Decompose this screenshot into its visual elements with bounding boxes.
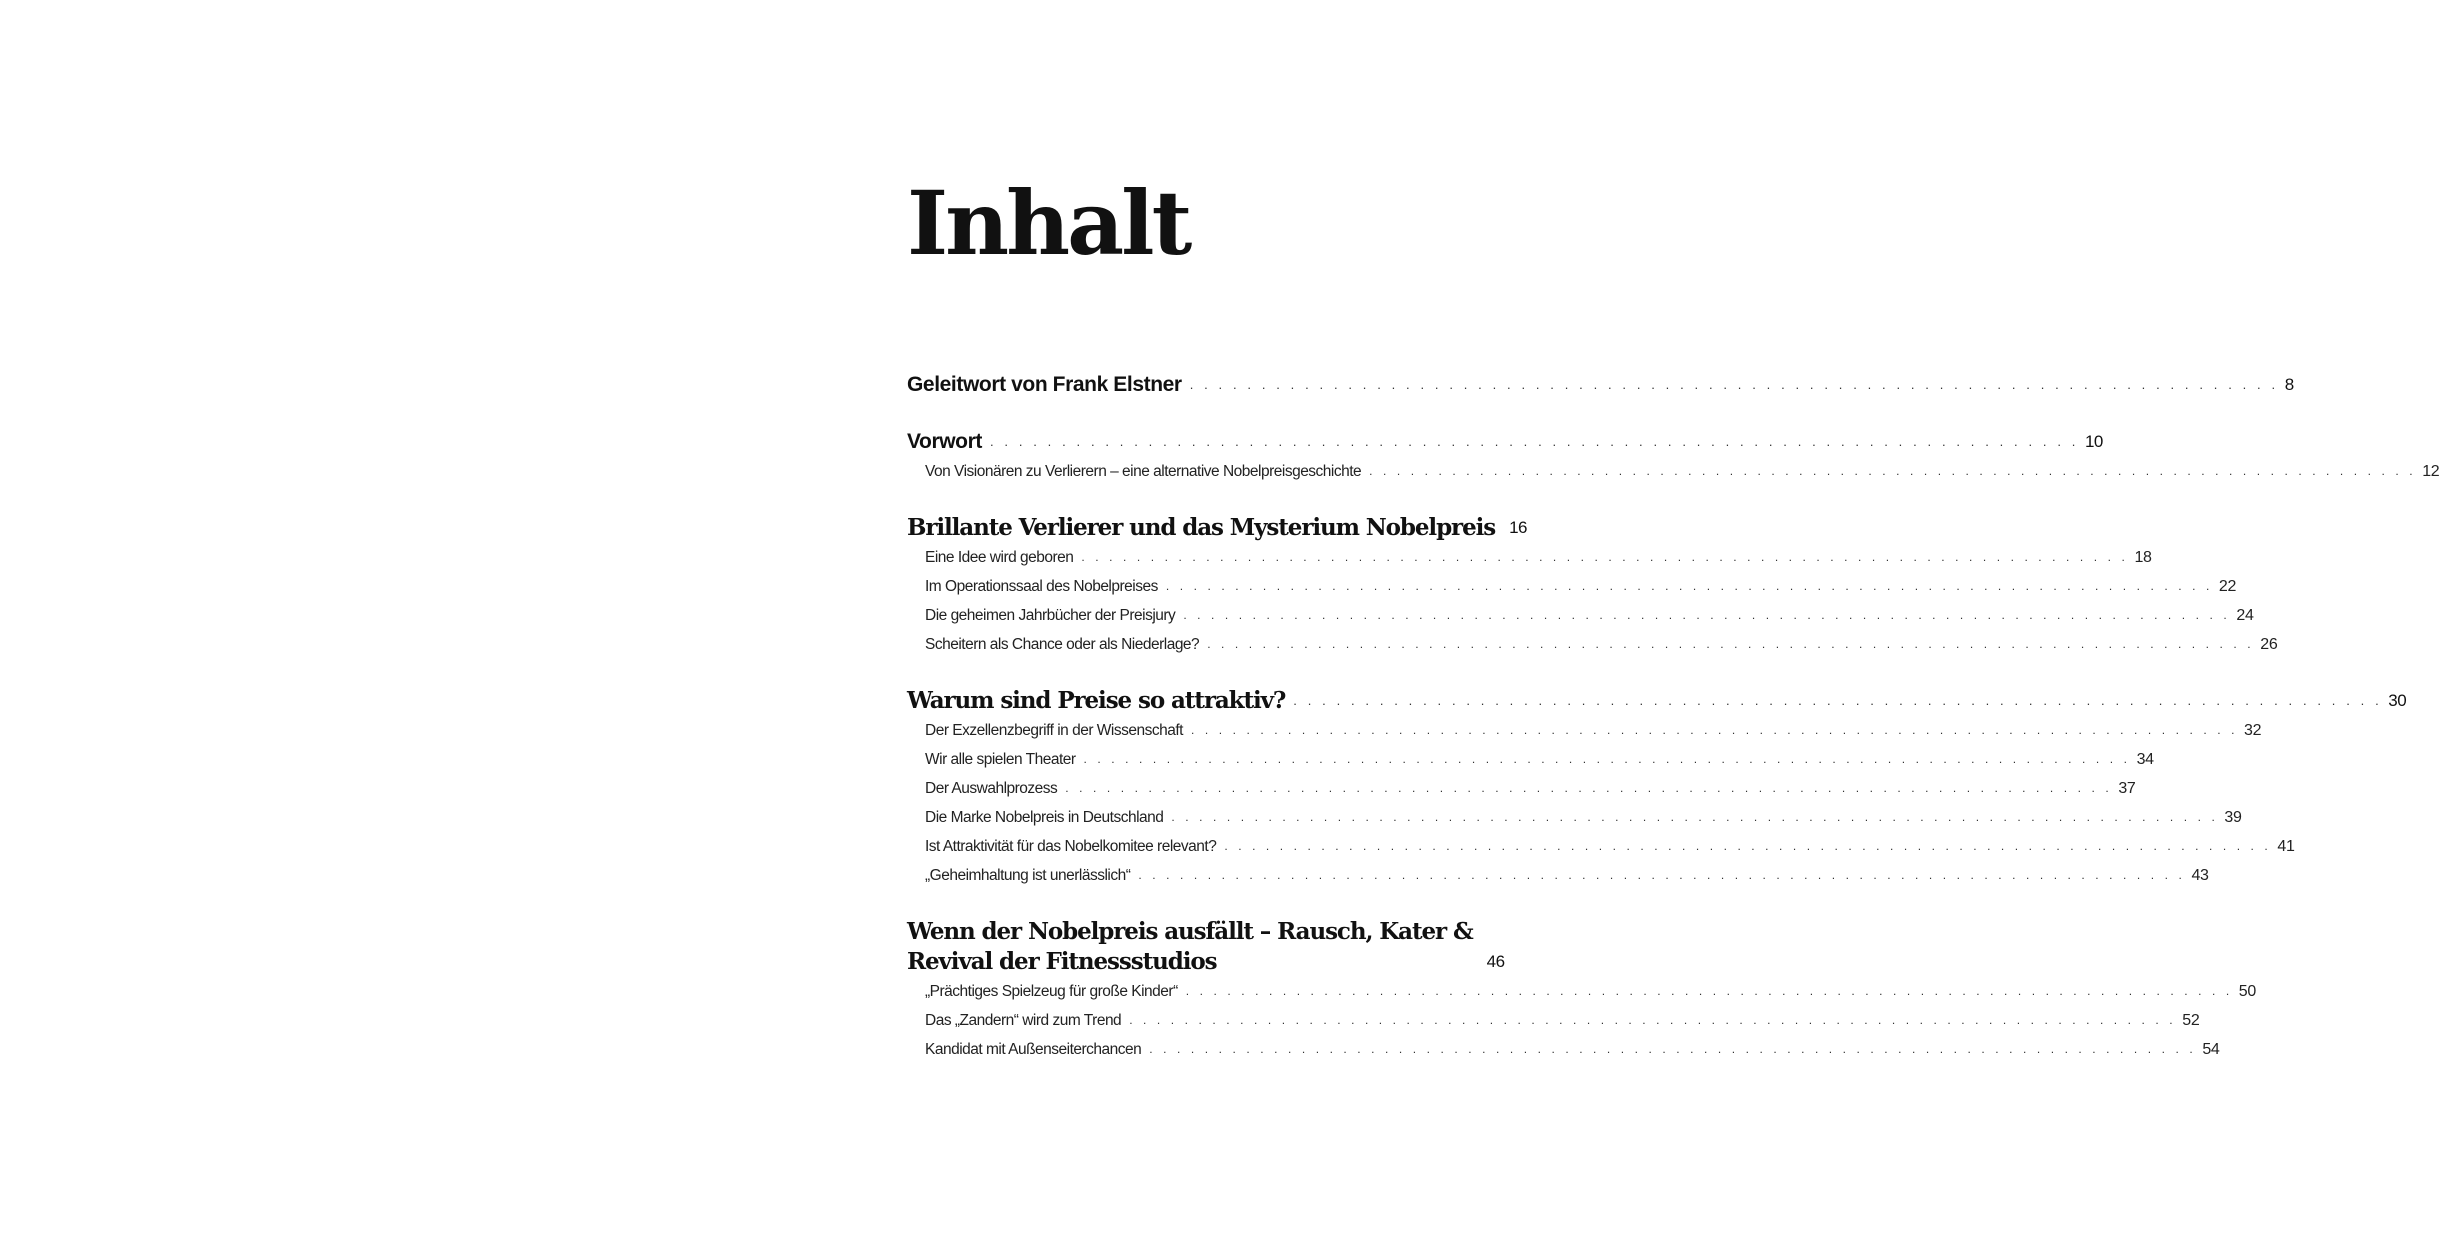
toc-subentry[interactable]: [907, 716, 2262, 745]
toc-subentry-title: Ist Attraktivität für das Nobelkomitee relevant?: [925, 838, 1217, 855]
toc-subentry[interactable]: [907, 977, 2256, 1006]
dot-leader: . . . . . . . . . . . . . . . . . . . . . . . . . . . . . . . . . . . . . . . . . . . . . . . . . . . . . . . . . . . . . . . . . . . . . . . . . . . .: [1138, 868, 2186, 882]
toc-subentry-title: Der Exzellenzbegriff in der Wissenschaft: [925, 722, 1183, 739]
toc-entry-geleitwort[interactable]: [907, 370, 2294, 400]
dot-leader: . . . . . . . . . . . . . . . . . . . . . . . . . . . . . . . . . . . . . . . . . . . . . . . . . . . . . . . . . . . . . . . . . . . . . . . . . . . .: [1083, 752, 2131, 766]
toc-subentry[interactable]: [907, 861, 2209, 890]
toc-subentry[interactable]: [907, 457, 2439, 486]
toc-subentry-title: Die Marke Nobelpreis in Deutschland: [925, 809, 1164, 826]
toc-subentry-title: Eine Idee wird geboren: [925, 549, 1074, 566]
toc-subentry[interactable]: [907, 1006, 2200, 1035]
toc-subentry[interactable]: [907, 745, 2154, 774]
toc-entry-title: Vorwort: [907, 430, 982, 453]
toc-chapter-title: [907, 917, 1473, 977]
toc-page-number: 16: [1509, 518, 1528, 537]
toc-chapter-title: Brillante Verlierer und das Mysterium Nobelpreis: [907, 514, 1496, 541]
toc-chapter-warum-preise[interactable]: [907, 686, 2407, 716]
toc-subentry[interactable]: [907, 572, 2237, 601]
toc-subentry-title: Das „Zandern“ wird zum Trend: [925, 1012, 1122, 1029]
dot-leader: . . . . . . . . . . . . . . . . . . . . . . . . . . . . . . . . . . . . . . . . . . . . . . . . . . . . . . . . . . . . . . . . . . . . . . . . . . . .: [1207, 637, 2255, 651]
toc-page-number: 22: [2218, 578, 2237, 595]
toc-chapter-title-line1: Wenn der Nobelpreis ausfällt – Rausch, Kater &: [907, 918, 1473, 945]
dot-leader: . . . . . . . . . . . . . . . . . . . . . . . . . . . . . . . . . . . . . . . . . . . . . . . . . . . . . . . . . . . . . . . . . . . . . . . . . . . .: [989, 434, 2079, 449]
toc-chapter-wenn-nobelpreis-ausfaellt[interactable]: [907, 917, 1505, 977]
toc-page-number: 18: [2134, 549, 2152, 566]
toc-subentry[interactable]: [907, 803, 2242, 832]
toc-page-number: 46: [1486, 952, 1505, 971]
toc-subentry-title: Die geheimen Jahrbücher der Preisjury: [925, 607, 1176, 624]
toc-subentry-title: Im Operationssaal des Nobelpreises: [925, 578, 1158, 595]
toc-subentry-title: Der Auswahlprozess: [925, 780, 1058, 797]
toc-entry-vorwort[interactable]: [907, 427, 2103, 457]
toc-entry-title: Geleitwort von Frank Elstner: [907, 373, 1182, 396]
toc-subentry[interactable]: [907, 543, 2152, 572]
dot-leader: . . . . . . . . . . . . . . . . . . . . . . . . . . . . . . . . . . . . . . . . . . . . . . . . . . . . . . . . . . . . . . . . . . . . . . . . . . . .: [1293, 693, 2383, 708]
toc-page-number: 34: [2136, 751, 2154, 768]
dot-leader: . . . . . . . . . . . . . . . . . . . . . . . . . . . . . . . . . . . . . . . . . . . . . . . . . . . . . . . . . . . . . . . . . . . . . . . . . . . .: [1081, 550, 2129, 564]
toc-page-number: 41: [2277, 838, 2295, 855]
dot-leader: . . . . . . . . . . . . . . . . . . . . . . . . . . . . . . . . . . . . . . . . . . . . . . . . . . . . . . . . . . . . . . . . . . . . . . . . . . . .: [1189, 377, 2279, 392]
toc-page-number: 24: [2236, 607, 2254, 624]
toc-subentry-title: Wir alle spielen Theater: [925, 751, 1076, 768]
toc-subentry-title: „Geheimhaltung ist unerlässlich“: [925, 867, 1131, 884]
dot-leader: . . . . . . . . . . . . . . . . . . . . . . . . . . . . . . . . . . . . . . . . . . . . . . . . . . . . . . . . . . . . . . . . . . . . . . . . . . . .: [1149, 1042, 2197, 1056]
toc-chapter-brillante-verlierer[interactable]: [907, 513, 1528, 543]
toc-page-number: 39: [2224, 809, 2242, 826]
dot-leader: . . . . . . . . . . . . . . . . . . . . . . . . . . . . . . . . . . . . . . . . . . . . . . . . . . . . . . . . . . . . . . . . . . . . . . . . . . . .: [1183, 608, 2231, 622]
toc-page-number: 10: [2084, 432, 2103, 451]
table-of-contents: [907, 370, 2439, 1064]
toc-chapter-title: Warum sind Preise so attraktiv?: [907, 687, 1286, 714]
toc-subentry[interactable]: [907, 1035, 2220, 1064]
toc-page-number: 26: [2260, 636, 2278, 653]
toc-subentry-title: „Prächtiges Spielzeug für große Kinder“: [925, 983, 1178, 1000]
toc-subentry[interactable]: [907, 601, 2254, 630]
toc-page-number: 8: [2284, 375, 2294, 394]
toc-subentry-title: Von Visionären zu Verlierern – eine alternative Nobelpreisgeschichte: [925, 463, 1362, 480]
dot-leader: . . . . . . . . . . . . . . . . . . . . . . . . . . . . . . . . . . . . . . . . . . . . . . . . . . . . . . . . . . . . . . . . . . . . . . . . . . . .: [1369, 464, 2417, 478]
toc-subentry-title: Scheitern als Chance oder als Niederlage?: [925, 636, 1200, 653]
toc-subentry[interactable]: [907, 630, 2278, 659]
toc-page-number: 30: [2388, 691, 2407, 710]
dot-leader: . . . . . . . . . . . . . . . . . . . . . . . . . . . . . . . . . . . . . . . . . . . . . . . . . . . . . . . . . . . . . . . . . . . . . . . . . . . .: [1190, 723, 2239, 737]
toc-chapter-title-line2: Revival der Fitnessstudios: [907, 948, 1217, 975]
dot-leader: . . . . . . . . . . . . . . . . . . . . . . . . . . . . . . . . . . . . . . . . . . . . . . . . . . . . . . . . . . . . . . . . . . . . . . . . . . . .: [1065, 781, 2113, 795]
toc-subentry[interactable]: [907, 774, 2136, 803]
toc-page-number: 37: [2118, 780, 2136, 797]
toc-page-number: 52: [2182, 1012, 2200, 1029]
toc-page-number: 43: [2191, 867, 2209, 884]
dot-leader: . . . . . . . . . . . . . . . . . . . . . . . . . . . . . . . . . . . . . . . . . . . . . . . . . . . . . . . . . . . . . . . . . . . . . . . . . . . .: [1171, 810, 2219, 824]
toc-page-number: 50: [2238, 983, 2256, 1000]
toc-page-number: 32: [2244, 722, 2262, 739]
toc-subentry-title: Kandidat mit Außenseiterchancen: [925, 1041, 1142, 1058]
toc-subentry[interactable]: [907, 832, 2295, 861]
dot-leader: . . . . . . . . . . . . . . . . . . . . . . . . . . . . . . . . . . . . . . . . . . . . . . . . . . . . . . . . . . . . . . . . . . . . . . . . . . . .: [1165, 579, 2213, 593]
toc-page-number: 12: [2422, 463, 2439, 480]
page-title: Inhalt: [907, 171, 1190, 275]
toc-page-number: 54: [2202, 1041, 2220, 1058]
dot-leader: . . . . . . . . . . . . . . . . . . . . . . . . . . . . . . . . . . . . . . . . . . . . . . . . . . . . . . . . . . . . . . . . . . . . . . . . . . . .: [1185, 984, 2233, 998]
dot-leader: . . . . . . . . . . . . . . . . . . . . . . . . . . . . . . . . . . . . . . . . . . . . . . . . . . . . . . . . . . . . . . . . . . . . . . . . . . . .: [1129, 1013, 2177, 1027]
dot-leader: . . . . . . . . . . . . . . . . . . . . . . . . . . . . . . . . . . . . . . . . . . . . . . . . . . . . . . . . . . . . . . . . . . . . . . . . . . . .: [1224, 839, 2272, 853]
